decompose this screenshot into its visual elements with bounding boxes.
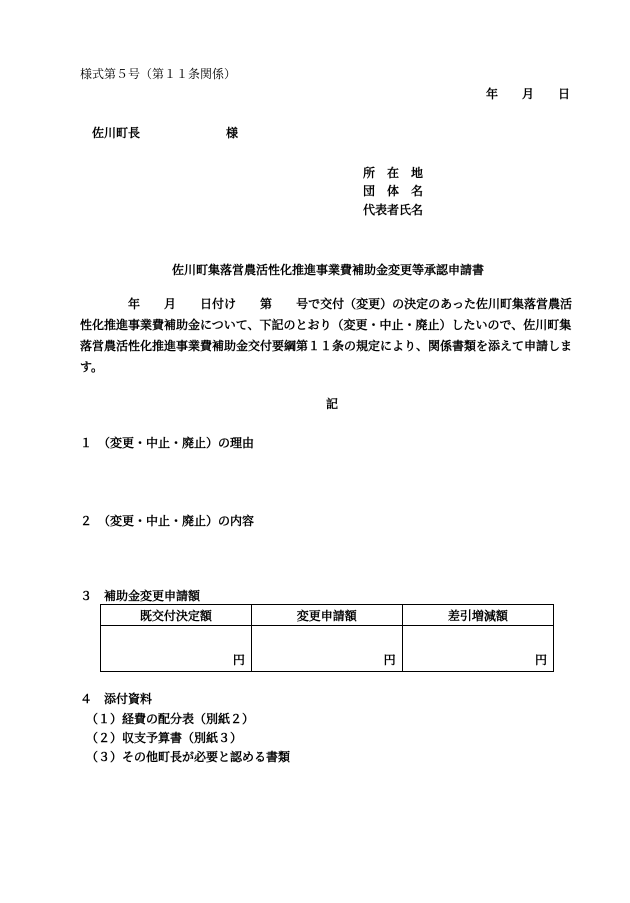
form-number: 様式第５号（第１１条関係） <box>80 67 237 81</box>
section-1-heading: １ （変更・中止・廃止）の理由 <box>80 436 255 450</box>
attachment-item: （２）収支予算書（別紙３） <box>86 731 243 745</box>
attachment-item: （３）その他町長が必要と認める書類 <box>86 750 291 764</box>
header-change-amount: 変更申請額 <box>251 605 402 626</box>
date-year: 年 <box>486 87 499 101</box>
body-line-1-rest: 号で交付（変更）の決定のあった佐川町集落営農活 <box>296 297 572 311</box>
body-line-3: 落営農活性化推進事業費補助金交付要綱第１１条の規定により、関係書類を添えて申請しま <box>80 339 573 353</box>
body-dated: 日付け <box>200 297 237 311</box>
unit-yen: 円 <box>232 653 245 667</box>
body-year: 年 <box>128 297 141 311</box>
attachment-item: （１）経費の配分表（別紙２） <box>86 712 255 726</box>
addressee-name: 佐川町長 <box>92 126 141 140</box>
applicant-org-label: 団 体 名 <box>363 184 424 198</box>
applicant-address-label: 所 在 地 <box>363 166 424 180</box>
date-month: 月 <box>522 87 535 101</box>
ki-marker: 記 <box>326 397 339 411</box>
body-no: 第 <box>260 297 273 311</box>
amount-table <box>100 604 554 672</box>
header-difference-amount: 差引増減額 <box>402 605 553 626</box>
date-day: 日 <box>558 87 571 101</box>
body-line-2: 性化推進事業費補助金について、下記のとおり（変更・中止・廃止）したいので、佐川町集 <box>80 318 572 332</box>
amount-table-header-row <box>101 605 554 626</box>
section-4-heading: ４ 添付資料 <box>80 692 153 706</box>
cell-difference-amount[interactable] <box>402 626 553 672</box>
cell-existing-amount[interactable] <box>101 626 252 672</box>
body-line-1 <box>80 294 572 315</box>
amount-table-value-row <box>101 626 554 672</box>
body-month: 月 <box>164 297 177 311</box>
addressee-honorific: 様 <box>226 126 239 140</box>
unit-yen: 円 <box>534 653 547 667</box>
header-existing-amount: 既交付決定額 <box>101 605 252 626</box>
body-paragraph <box>80 294 573 378</box>
cell-change-amount[interactable] <box>251 626 402 672</box>
section-3-heading: ３ 補助金変更申請額 <box>80 589 201 603</box>
date-line <box>486 85 570 102</box>
body-line-4: す。 <box>80 360 104 374</box>
section-2-heading: ２ （変更・中止・廃止）の内容 <box>80 514 255 528</box>
applicant-rep-label: 代表者氏名 <box>363 203 424 217</box>
document-title: 佐川町集落営農活性化推進事業費補助金変更等承認申請書 <box>172 263 485 277</box>
unit-yen: 円 <box>383 653 396 667</box>
